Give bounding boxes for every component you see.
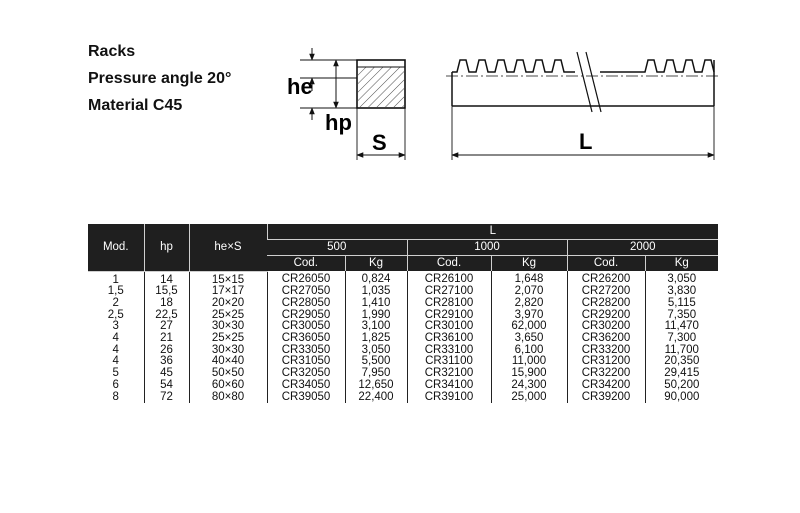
table-cell: 14	[144, 271, 189, 286]
table-cell: 45	[144, 368, 189, 380]
break-line-2	[586, 52, 601, 112]
table-cell: 36	[144, 356, 189, 368]
header-kg: Kg	[491, 256, 567, 272]
table-cell: 1	[112, 273, 119, 286]
title-pressure-angle: Pressure angle 20°	[88, 70, 232, 87]
table-cell: 2	[112, 296, 119, 309]
rack-spec-table	[88, 224, 718, 403]
cross-section-view	[287, 48, 405, 160]
table-cell: CR28100	[407, 298, 491, 310]
table-cell: CR26100	[407, 271, 491, 286]
teeth-right	[600, 60, 714, 72]
table-cell: CR36100	[407, 333, 491, 345]
table-cell: CR28050	[267, 298, 345, 310]
table-cell: CR31200	[567, 356, 645, 368]
table-cell: 40×40	[189, 356, 267, 368]
table-cell: 29,415	[645, 368, 718, 380]
title-material: Material C45	[88, 97, 183, 114]
table-cell: 62,000	[491, 321, 567, 333]
header-length-1000: 1000	[407, 240, 567, 256]
table-cell: 15,5	[144, 286, 189, 298]
table-cell: 0,824	[345, 271, 407, 286]
table-cell: CR29200	[567, 310, 645, 322]
table-cell: 15×15	[189, 271, 267, 286]
label-s: S	[372, 130, 387, 155]
table-cell: CR27100	[407, 286, 491, 298]
table-cell: 27	[144, 321, 189, 333]
table-cell: 11,000	[491, 356, 567, 368]
label-hp: hp	[325, 110, 352, 135]
table-cell: 24,300	[491, 380, 567, 392]
table-cell: 6	[112, 378, 119, 391]
table-cell: 1,825	[345, 333, 407, 345]
label-he: he	[287, 74, 313, 99]
table-cell: CR34100	[407, 380, 491, 392]
table-row	[88, 298, 718, 310]
table-cell: CR26050	[267, 271, 345, 286]
table-cell: CR30200	[567, 321, 645, 333]
table-cell: CR36050	[267, 333, 345, 345]
table-body	[88, 271, 718, 403]
table-cell: 54	[144, 380, 189, 392]
table-cell: 7,350	[645, 310, 718, 322]
table-cell: 3,100	[345, 321, 407, 333]
table-cell: CR34050	[267, 380, 345, 392]
table-cell: 3,050	[645, 271, 718, 286]
header-cod: Cod.	[407, 256, 491, 272]
table-cell: 50,200	[645, 380, 718, 392]
header-mod: Mod.	[88, 224, 144, 271]
table-cell: CR32200	[567, 368, 645, 380]
table-cell: 12,650	[345, 380, 407, 392]
table-cell: CR30100	[407, 321, 491, 333]
table-cell: CR26200	[567, 271, 645, 286]
table-cell: 80×80	[189, 392, 267, 404]
table-cell: 15,900	[491, 368, 567, 380]
table-cell: 25×25	[189, 310, 267, 322]
label-l: L	[579, 129, 593, 154]
table-cell: 72	[144, 392, 189, 404]
table-cell: 4	[112, 343, 119, 356]
table-cell: CR33100	[407, 345, 491, 357]
table-cell: CR31050	[267, 356, 345, 368]
table-row	[88, 380, 718, 392]
table-cell: 26	[144, 345, 189, 357]
table-cell: CR34200	[567, 380, 645, 392]
table-cell: 6,100	[491, 345, 567, 357]
table-cell: CR28200	[567, 298, 645, 310]
table-cell: 3,050	[345, 345, 407, 357]
header-hexs: he×S	[189, 224, 267, 271]
table-cell: 3,970	[491, 310, 567, 322]
table-cell: CR32050	[267, 368, 345, 380]
header-length-group: L	[267, 224, 718, 240]
table-row	[88, 392, 718, 404]
header-length-500: 500	[267, 240, 407, 256]
table-cell: CR33200	[567, 345, 645, 357]
header-cod: Cod.	[567, 256, 645, 272]
table-cell: 90,000	[645, 392, 718, 404]
table-cell: CR31100	[407, 356, 491, 368]
table-cell: 17×17	[189, 286, 267, 298]
table-cell: 4	[112, 332, 119, 345]
table-cell: CR27200	[567, 286, 645, 298]
table-cell: 1,410	[345, 298, 407, 310]
header-kg: Kg	[645, 256, 718, 272]
header-length-2000: 2000	[567, 240, 718, 256]
header-cod: Cod.	[267, 256, 345, 272]
table-cell: 1,990	[345, 310, 407, 322]
table-cell: 11,700	[645, 345, 718, 357]
table-row	[88, 271, 718, 286]
table-cell: 8	[112, 390, 119, 403]
break-line-1	[577, 52, 592, 112]
table-cell: 5	[112, 367, 119, 380]
table-row	[88, 333, 718, 345]
table-cell: 3	[112, 320, 119, 333]
table-cell: 2,5	[107, 308, 124, 321]
table-cell: CR39050	[267, 392, 345, 404]
table-cell: 20,350	[645, 356, 718, 368]
table-cell: 7,300	[645, 333, 718, 345]
table-cell: 11,470	[645, 321, 718, 333]
table-cell: 2,070	[491, 286, 567, 298]
table-cell: 30×30	[189, 321, 267, 333]
table-cell: CR27050	[267, 286, 345, 298]
header-hp: hp	[144, 224, 189, 271]
title-racks: Racks	[88, 43, 136, 60]
table-cell: 50×50	[189, 368, 267, 380]
table-cell: 18	[144, 298, 189, 310]
table-cell: 2,820	[491, 298, 567, 310]
table-cell: 3,650	[491, 333, 567, 345]
rack-technical-drawing	[0, 0, 800, 220]
table-cell: CR29100	[407, 310, 491, 322]
teeth-left	[452, 60, 575, 72]
table-cell: 22,5	[144, 310, 189, 322]
table-cell: 3,830	[645, 286, 718, 298]
side-view	[446, 52, 720, 160]
table-cell: CR36200	[567, 333, 645, 345]
table-cell: 1,5	[107, 285, 124, 298]
table-cell: 7,950	[345, 368, 407, 380]
table-cell: 5,500	[345, 356, 407, 368]
table-cell: 1,648	[491, 271, 567, 286]
table-cell: 5,115	[645, 298, 718, 310]
table-cell: CR29050	[267, 310, 345, 322]
table-cell: 20×20	[189, 298, 267, 310]
table-cell: 25,000	[491, 392, 567, 404]
table-cell: 30×30	[189, 345, 267, 357]
table-cell: 21	[144, 333, 189, 345]
table-cell: CR33050	[267, 345, 345, 357]
table-cell: CR30050	[267, 321, 345, 333]
table-cell: 4	[112, 355, 119, 368]
table-cell: 60×60	[189, 380, 267, 392]
table-cell: 22,400	[345, 392, 407, 404]
table-cell: 25×25	[189, 333, 267, 345]
section-hatching	[358, 67, 404, 107]
header-kg: Kg	[345, 256, 407, 272]
table-cell: CR32100	[407, 368, 491, 380]
table-cell: 1,035	[345, 286, 407, 298]
table-cell: CR39100	[407, 392, 491, 404]
table-cell: CR39200	[567, 392, 645, 404]
